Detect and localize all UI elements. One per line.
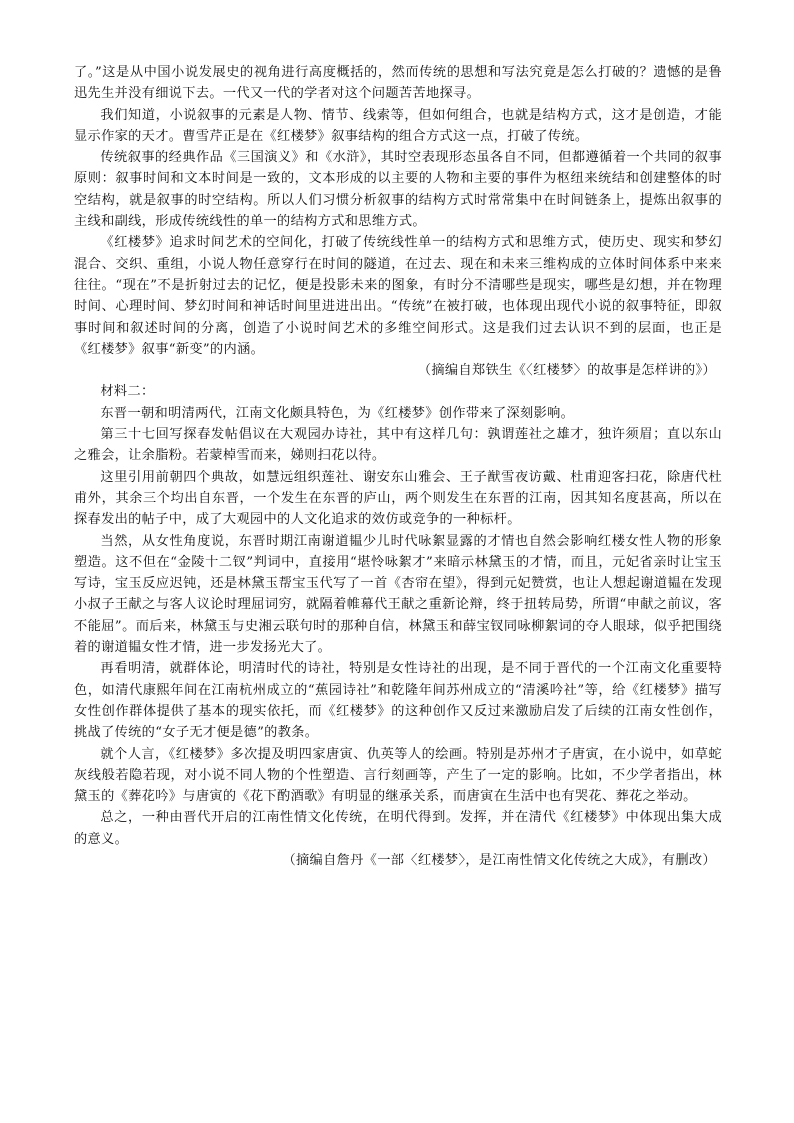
- paragraph-female-talent: 当然，从女性角度说，东晋时期江南谢道韫少儿时代咏絮显露的才情也自然会影响红楼女性人物的形象塑造。这不但在“金陵十二钗”判词中，直接用“堪怜咏絮才”来暗示林黛玉的才情，而且，元妃省亲时让宝玉写诗，宝玉反应迟钝，还是林黛玉帮宝玉代写了一首《杏帘在望》，得到元妃赞赏，也让人想起谢道韫在发现小叔子王献之与客人议论时理屈词穷，就隔着帷幕代王献之重新论辩，终于扭转局势，所谓“申献之前议，客不能屈”。而后来，林黛玉与史湘云联句时的那种自信，林黛玉和薛宝钗同咏柳絮词的夺人眼球，似乎把围绕着的谢道韫女性才情，进一步发扬光大了。: [74, 533, 722, 656]
- paragraph-individual-painters: 就个人言，《红楼梦》多次提及明四家唐寅、仇英等人的绘画。特别是苏州才子唐寅，在小说中，如草蛇灰线般若隐若现，对小说不同人物的个性塑造、言行刻画等，产生了一定的影响。比如，不少学者指出，林黛玉的《葬花吟》与唐寅的《花下酌酒歌》有明显的继承关系，而唐寅在生活中也有哭花、葬花之举动。: [74, 746, 722, 805]
- source-citation-1: （摘编自郑铁生《〈红楼梦〉的故事是怎样讲的》）: [417, 363, 716, 379]
- document-body: [74, 62, 722, 871]
- paragraph-continuation: 了。”这是从中国小说发展史的视角进行高度概括的，然而传统的思想和写法究竟是怎么打破的？遗憾的是鲁迅先生并没有细说下去。一代又一代的学者对这个问题苦苦地探寻。: [74, 65, 722, 102]
- paragraph-traditional-narrative: 传统叙事的经典作品《三国演义》和《水浒》，其时空表现形态虽各自不同，但都遵循着一个共同的叙事原则：叙事时间和文本时间是一致的，文本形成的以主要的人物和主要的事件为枢纽来统结和创建整体的时空结构，就是叙事的时空结构。所以人们习惯分析叙事的结构方式时常常集中在时间链条上，提炼出叙事的主线和副线，形成传统线性的单一的结构方式和思维方式。: [74, 150, 722, 230]
- paragraph-allusions: 这里引用前朝四个典故，如慧远组织莲社、谢安东山雅会、王子猷雪夜访戴、杜甫迎客扫花，除唐代杜甫外，其余三个均出自东晋，一个发生在东晋的庐山，两个则发生在东晋的江南，因其知名度甚高，所以在探春发出的帖子中，成了大观园中的人文化追求的效仿或竞争的一种标杆。: [74, 469, 722, 528]
- paragraph-jiangnan-culture: 东晋一朝和明清两代，江南文化颇具特色，为《红楼梦》创作带来了深刻影响。: [100, 405, 575, 421]
- paragraph-poetry-club: 第三十七回写探春发帖倡议在大观园办诗社，其中有这样几句：孰谓莲社之雄才，独许须眉；直以东山之雅会，让余脂粉。若蒙棹雪而来，娣则扫花以待。: [74, 427, 722, 464]
- material-2-label: 材料二：: [100, 384, 155, 400]
- paragraph-conclusion: 总之，一种由晋代开启的江南性情文化传统，在明代得到。发挥，并在清代《红楼梦》中体现出集大成的意义。: [74, 810, 722, 847]
- paragraph-structure: 我们知道，小说叙事的元素是人物、情节、线索等，但如何组合，也就是结构方式，这才是创造，才能显示作家的天才。曹雪芹正是在《红楼梦》叙事结构的组合方式这一点，打破了传统。: [74, 107, 722, 144]
- paragraph-time-space: 《红楼梦》追求时间艺术的空间化，打破了传统线性单一的结构方式和思维方式，使历史、现实和梦幻混合、交织、重组，小说人物任意穿行在时间的隧道，在过去、现在和未来三维构成的立体时间体系中来来往往。“现在”不是折射过去的记忆，便是投影未来的图象，有时分不清哪些是现实，哪些是幻想，并在物理时间、心理时间、梦幻时间和神话时间里进进出出。“传统”在被打破，也体现出现代小说的叙事特征，即叙事时间和叙述时间的分离，创造了小说时间艺术的多维空间形式。这是我们过去认识不到的层面，也正是《红楼梦》叙事“新变”的内涵。: [74, 235, 722, 357]
- paragraph-ming-qing-groups: 再看明清，就群体论，明清时代的诗社，特别是女性诗社的出现，是不同于晋代的一个江南文化重要特色，如清代康熙年间在江南杭州成立的“蕉园诗社”和乾隆年间苏州成立的“清溪吟社”等，给《红楼梦》描写女性创作群体提供了基本的现实依托，而《红楼梦》的这种创作又反过来激励启发了后续的江南女性创作，挑战了传统的“女子无才便是德”的教条。: [74, 661, 722, 741]
- source-citation-2: （摘编自詹丹《一部〈红楼梦〉，是江南性情文化传统之大成》，有删改）: [282, 852, 716, 868]
